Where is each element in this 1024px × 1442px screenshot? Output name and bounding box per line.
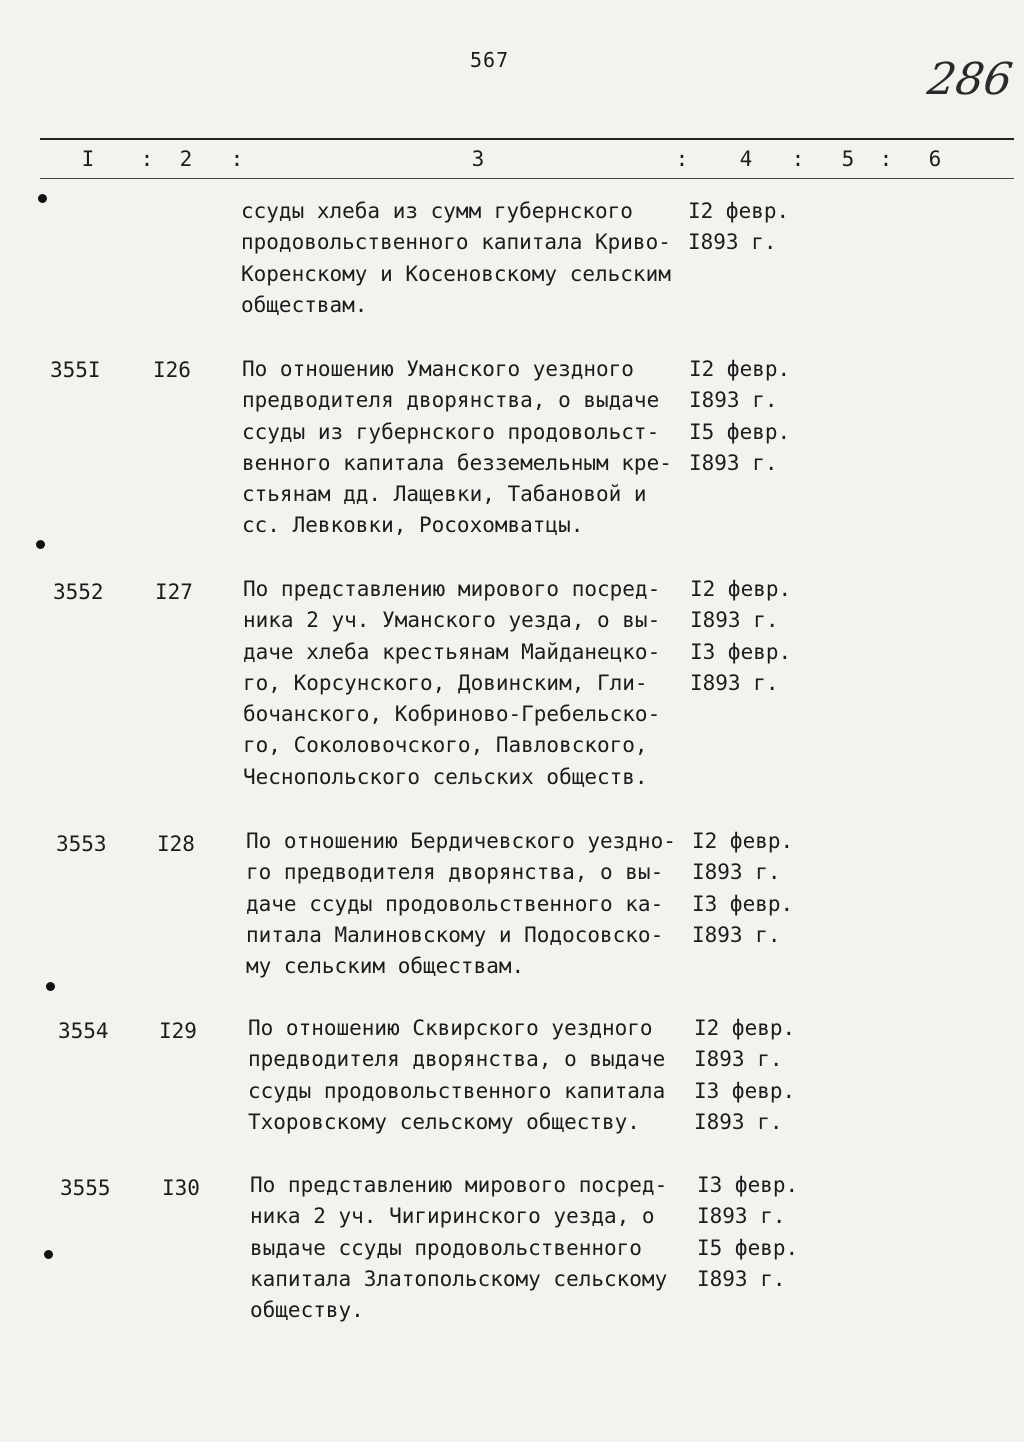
date-line: I893 г. [694, 1047, 783, 1072]
column-separator: : [791, 147, 805, 171]
entry-number: 3554 [58, 1019, 109, 1043]
date-line: I2 февр. [694, 1016, 796, 1040]
date-line: I2 февр. [689, 357, 791, 381]
entry-dates [688, 196, 789, 259]
date-line: I893 г. [692, 922, 781, 947]
entry-sub-number: I29 [159, 1019, 197, 1043]
description-line: ссуды продовольственного капитала [248, 1078, 666, 1103]
entry-description [246, 826, 706, 982]
description-line: По отношению Уманского уездного [242, 357, 634, 381]
entry-description [243, 574, 703, 793]
description-line: обществу. [250, 1298, 364, 1323]
column-header-3: 3 [471, 147, 485, 171]
column-separator: : [879, 147, 893, 171]
date-line: I893 г. [689, 388, 778, 413]
date-line: I893 г. [697, 1204, 786, 1229]
description-line: По отношению Сквирского уездного [248, 1016, 653, 1040]
column-header-1: I [81, 147, 95, 171]
entry-sub-number: I30 [162, 1176, 200, 1200]
date-line: I5 февр. [697, 1235, 799, 1260]
entry-description [242, 354, 702, 542]
description-line: питала Малиновскому и Подосовско- [246, 922, 664, 947]
description-line: По представлению мирового посред- [243, 577, 661, 601]
description-line: стьянам дд. Лащевки, Табановой и [242, 482, 647, 507]
date-line: I893 г. [692, 860, 781, 885]
header-top-rule [40, 138, 1014, 140]
description-line: венного капитала безземельным кре- [242, 450, 672, 475]
description-line: даче хлеба крестьянам Майданецко- [243, 639, 661, 664]
entry-sub-number: I27 [155, 580, 193, 604]
description-line: капитала Златопольскому сельскому [250, 1266, 668, 1291]
column-header-5: 5 [841, 147, 855, 171]
description-line: бочанского, Кобриново-Гребельско- [243, 702, 661, 727]
entry-dates [689, 354, 790, 479]
entry-description [241, 196, 701, 321]
description-line: му сельским обществам. [246, 954, 525, 979]
description-line: По отношению Бердичевского уездно- [246, 829, 676, 853]
description-line: го, Соколовочского, Павловского, [243, 733, 648, 758]
date-line: I3 февр. [692, 891, 794, 916]
description-line: продовольственного капитала Криво- [241, 230, 671, 255]
date-line: I3 февр. [694, 1078, 796, 1103]
date-line: I5 февр. [689, 419, 791, 444]
entry-dates [694, 1013, 795, 1138]
date-line: I2 февр. [688, 199, 790, 223]
binding-hole-mark [46, 982, 55, 991]
date-line: I893 г. [689, 450, 778, 475]
description-line: Чеснопольского сельских обществ. [243, 764, 648, 789]
entry-sub-number: I26 [153, 358, 191, 382]
date-line: I3 февр. [690, 639, 792, 664]
date-line: I893 г. [690, 608, 779, 633]
description-line: го предводителя дворянства, о вы- [246, 860, 664, 885]
column-separator: : [230, 147, 244, 171]
description-line: сс. Левковки, Росохомватцы. [242, 513, 584, 538]
date-line: I3 февр. [697, 1173, 799, 1197]
column-separator: : [675, 147, 689, 171]
column-separator: : [140, 147, 154, 171]
entry-number: 3553 [56, 832, 107, 856]
description-line: ника 2 уч. Уманского уезда, о вы- [243, 608, 661, 633]
column-header-4: 4 [739, 147, 753, 171]
date-line: I2 февр. [690, 577, 792, 601]
binding-hole-mark [44, 1250, 53, 1259]
header-bottom-rule [40, 178, 1014, 179]
description-line: По представлению мирового посред- [250, 1173, 668, 1197]
binding-hole-mark [36, 540, 45, 549]
entry-dates [690, 574, 791, 699]
description-line: го, Корсунского, Довинским, Гли- [243, 670, 648, 695]
column-header-2: 2 [179, 147, 193, 171]
description-line: обществам. [241, 292, 368, 317]
entry-description [250, 1170, 710, 1326]
handwritten-folio-number: 286 [924, 54, 1016, 105]
description-line: даче ссуды продовольственного ка- [246, 891, 664, 916]
date-line: I893 г. [690, 670, 779, 695]
entry-number: 3552 [53, 580, 104, 604]
entry-dates [692, 826, 793, 951]
description-line: ссуды хлеба из сумм губернского [241, 199, 633, 223]
entry-dates [697, 1170, 798, 1295]
column-header-6: 6 [928, 147, 942, 171]
date-line: I893 г. [688, 230, 777, 255]
entry-number: 355I [50, 358, 101, 382]
date-line: I2 февр. [692, 829, 794, 853]
description-line: предводителя дворянства, о выдаче [248, 1047, 666, 1072]
description-line: ника 2 уч. Чигиринского уезда, о [250, 1204, 655, 1229]
description-line: выдаче ссуды продовольственного [250, 1235, 642, 1260]
date-line: I893 г. [697, 1266, 786, 1291]
description-line: Коренскому и Косеновскому сельским [241, 261, 671, 286]
entry-description [248, 1013, 708, 1138]
description-line: ссуды из губернского продовольст- [242, 419, 660, 444]
binding-hole-mark [38, 194, 47, 203]
entry-number: 3555 [60, 1176, 111, 1200]
page-number: 567 [470, 48, 510, 72]
date-line: I893 г. [694, 1109, 783, 1134]
description-line: предводителя дворянства, о выдаче [242, 388, 660, 413]
description-line: Тхоровскому сельскому обществу. [248, 1109, 640, 1134]
entry-sub-number: I28 [157, 832, 195, 856]
